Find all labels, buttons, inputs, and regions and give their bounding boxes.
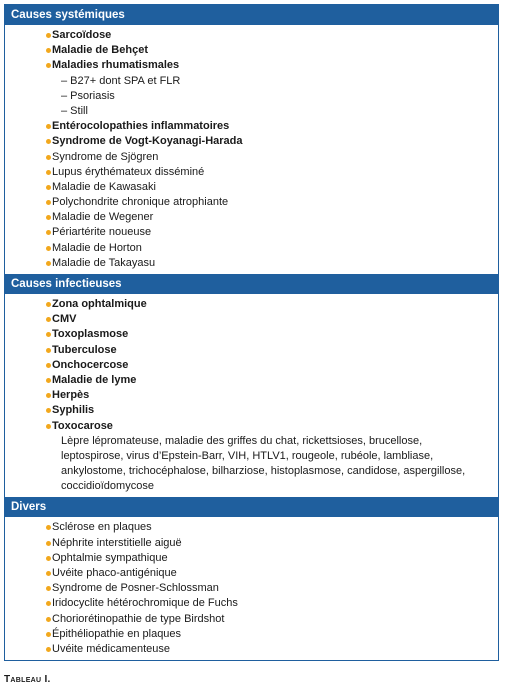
list-item: Maladie de Behçet [5,43,498,58]
section-header: Causes infectieuses [5,274,498,294]
section-header: Causes systémiques [5,5,498,25]
sub-list-item: – B27+ dont SPA et FLR [61,74,181,87]
list-item: Ophtalmie sympathique [5,551,498,566]
note-line: coccidioïdomycose [61,480,154,493]
other-causes-note [5,434,498,495]
section-body [5,517,498,660]
list-item: Maladie de lyme [5,373,498,388]
list-item: Syphilis [5,403,498,418]
list-item: Toxoplasmose [5,327,498,342]
sub-list-item: – Still [61,104,88,117]
list-item: Iridocyclite hétérochromique de Fuchs [5,596,498,611]
list-item: Néphrite interstitielle aiguë [5,536,498,551]
section-body [5,25,498,274]
list-item: Syndrome de Posner-Schlossman [5,581,498,596]
list-item: Maladie de Horton [5,241,498,256]
list-item: Zona ophtalmique [5,297,498,312]
list-item: Entérocolopathies inflammatoires [5,119,498,134]
list-item: CMV [5,312,498,327]
list-item: Syndrome de Vogt-Koyanagi-Harada [5,134,498,149]
list-item: Uvéite médicamenteuse [5,642,498,657]
causes-table [4,4,499,661]
list-item: Herpès [5,388,498,403]
list-item: Choriorétinopathie de type Birdshot [5,612,498,627]
section-body [5,294,498,497]
list-item: Uvéite phaco-antigénique [5,566,498,581]
table-caption: Tableau I. [4,674,51,685]
list-item: Tuberculose [5,343,498,358]
list-item: Maladie de Wegener [5,210,498,225]
list-item: Sarcoïdose [5,28,498,43]
list-item: Périartérite noueuse [5,225,498,240]
note-line: leptospirose, virus d’Epstein-Barr, VIH, HTLV1, rougeole, rubéole, lambliase, [61,449,434,462]
list-item: Syndrome de Sjögren [5,150,498,165]
section-header: Divers [5,497,498,517]
list-item: Maladie de Kawasaki [5,180,498,195]
list-item: Polychondrite chronique atrophiante [5,195,498,210]
list-item: Lupus érythémateux disséminé [5,165,498,180]
list-item: Maladies rhumatismales [5,58,498,73]
list-item: Toxocarose [5,419,498,434]
list-item: Maladie de Takayasu [5,256,498,271]
list-item: Épithéliopathie en plaques [5,627,498,642]
note-line: Lèpre lépromateuse, maladie des griffes du chat, rickettsioses, brucellose, [61,434,423,447]
note-line: ankylostome, trichocéphalose, bilharziose, histoplasmose, candidose, aspergillose, [61,465,466,478]
list-item: Onchocercose [5,358,498,373]
sub-list-item: – Psoriasis [61,89,115,102]
list-item: Sclérose en plaques [5,520,498,535]
